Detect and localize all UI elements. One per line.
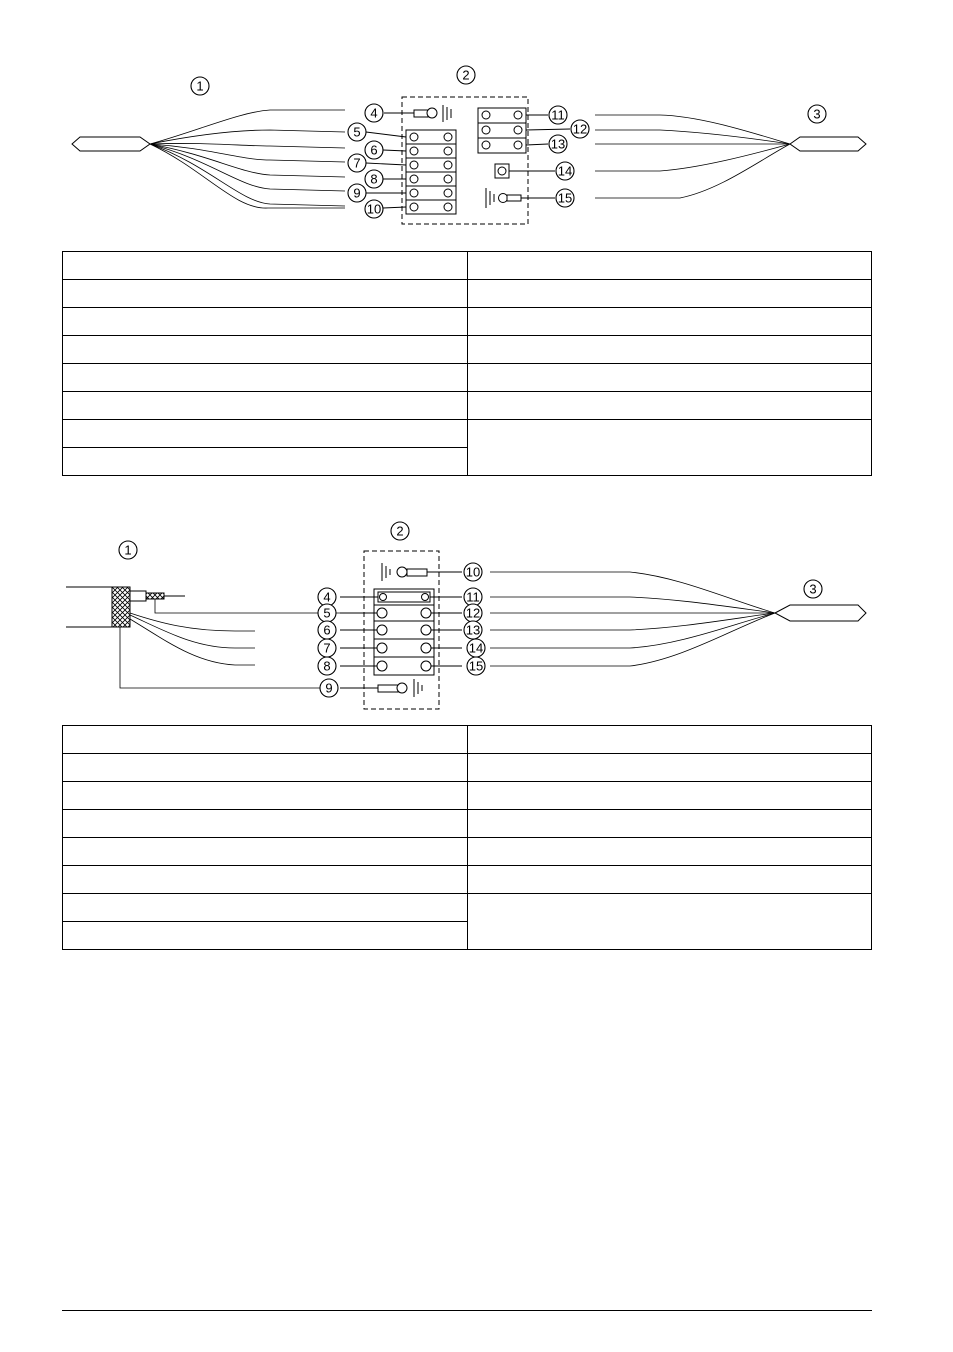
right-plug-2 [775,605,866,621]
right-wire-bundle [595,115,790,198]
callout-6 [365,141,383,159]
table-cell [467,726,872,754]
table-cell-merged [467,420,872,476]
table-cell [63,810,468,838]
callout-12 [464,604,482,622]
spec-table-bottom [62,725,872,950]
svg-text:7: 7 [323,640,331,656]
table-row [63,810,872,838]
svg-text:2: 2 [396,523,404,539]
table-cell [63,894,468,922]
table-cell [467,392,872,420]
svg-text:6: 6 [323,622,331,638]
callout-15 [467,657,485,675]
svg-text:14: 14 [468,640,484,656]
table-row [63,252,872,280]
table-cell [63,866,468,894]
table-row [63,280,872,308]
right-wire-bundle-2 [490,572,775,666]
table-row [63,336,872,364]
table-cell [63,838,468,866]
table-cell [467,252,872,280]
callout-11 [464,588,482,606]
svg-text:15: 15 [468,658,484,674]
table-cell [63,336,468,364]
table-row [63,866,872,894]
cable-braid [112,587,130,627]
svg-text:6: 6 [370,142,378,158]
svg-text:10: 10 [366,201,382,217]
svg-text:15: 15 [557,190,573,206]
svg-text:13: 13 [550,136,566,152]
table-row [63,364,872,392]
callout-11 [549,106,567,124]
svg-text:8: 8 [370,171,378,187]
wiring-diagram-top [0,60,953,235]
table-row [63,308,872,336]
table-cell [63,280,468,308]
svg-text:10: 10 [465,564,481,580]
svg-text:12: 12 [465,605,481,621]
table-cell [467,866,872,894]
terminal-block-left [406,130,456,214]
svg-text:3: 3 [809,581,817,597]
footer-rule [62,1310,872,1311]
ground-symbol-15 [486,188,494,208]
right-plug [790,137,866,151]
table-cell [63,308,468,336]
ground-symbol-top [382,563,390,581]
table-cell [467,810,872,838]
callout-2 [391,522,409,540]
table-row [63,838,872,866]
table-cell [63,364,468,392]
svg-text:1: 1 [124,542,132,558]
ground-lug-4 [414,110,428,117]
shielded-cable [66,587,112,627]
callout-9 [320,679,338,697]
table-cell [63,726,468,754]
svg-text:3: 3 [813,106,821,122]
callout-8 [318,657,336,675]
svg-text:11: 11 [466,589,480,605]
svg-text:2: 2 [462,67,470,83]
svg-text:1: 1 [196,78,204,94]
callout-2 [457,66,475,84]
terminal-block-2 [374,589,434,675]
wiring-diagram-bottom-svg [0,515,953,715]
callout-5 [348,123,366,141]
callout-1 [119,541,137,559]
table-cell [467,336,872,364]
left-wire-bundle [150,110,345,208]
table-cell [467,364,872,392]
callout-9 [348,184,366,202]
table-cell [63,782,468,810]
callout-7 [348,154,366,172]
table-cell [467,280,872,308]
callout-4 [318,588,336,606]
callout-13 [549,135,567,153]
ground-symbol-4 [443,105,451,122]
terminal-block-right [478,108,526,153]
callout-1 [191,77,209,95]
table-cell [467,308,872,336]
svg-text:13: 13 [465,622,481,638]
table-cell [63,754,468,782]
wiring-diagram-bottom [0,515,953,715]
table-row [63,754,872,782]
callout-8 [365,170,383,188]
svg-text:14: 14 [557,163,573,179]
callout-3 [808,105,826,123]
svg-text:4: 4 [370,105,378,121]
spec-table-top [62,251,872,476]
table-row [63,420,872,448]
svg-text:5: 5 [323,605,331,621]
callout-5 [318,604,336,622]
callout-3 [804,580,822,598]
left-plug [72,137,150,151]
table-row [63,894,872,922]
left-wire-bundle-2 [120,599,345,688]
svg-text:11: 11 [551,107,565,123]
table-cell [467,838,872,866]
callout-10 [464,563,482,581]
table-row [63,782,872,810]
svg-text:9: 9 [325,680,333,696]
svg-text:9: 9 [353,185,361,201]
wiring-diagram-top-svg [0,60,953,235]
table-cell [467,782,872,810]
callout-14 [556,162,574,180]
table-cell [63,922,468,950]
table-row [63,392,872,420]
table-cell [63,420,468,448]
table-row [63,726,872,754]
ground-symbol-bottom [414,679,422,697]
table-cell-merged [467,894,872,950]
svg-text:12: 12 [572,121,588,137]
callout-10 [365,200,383,218]
table-cell [63,392,468,420]
svg-text:8: 8 [323,658,331,674]
callout-13 [464,621,482,639]
callout-12 [571,120,589,138]
table-cell [63,448,468,476]
svg-text:5: 5 [353,124,361,140]
svg-text:7: 7 [353,155,361,171]
table-cell [467,754,872,782]
callout-15 [556,189,574,207]
callout-7 [318,639,336,657]
svg-text:4: 4 [323,589,331,605]
inner-conductor [130,591,146,601]
callout-6 [318,621,336,639]
callout-4 [365,104,383,122]
table-cell [63,252,468,280]
callout-14 [467,639,485,657]
